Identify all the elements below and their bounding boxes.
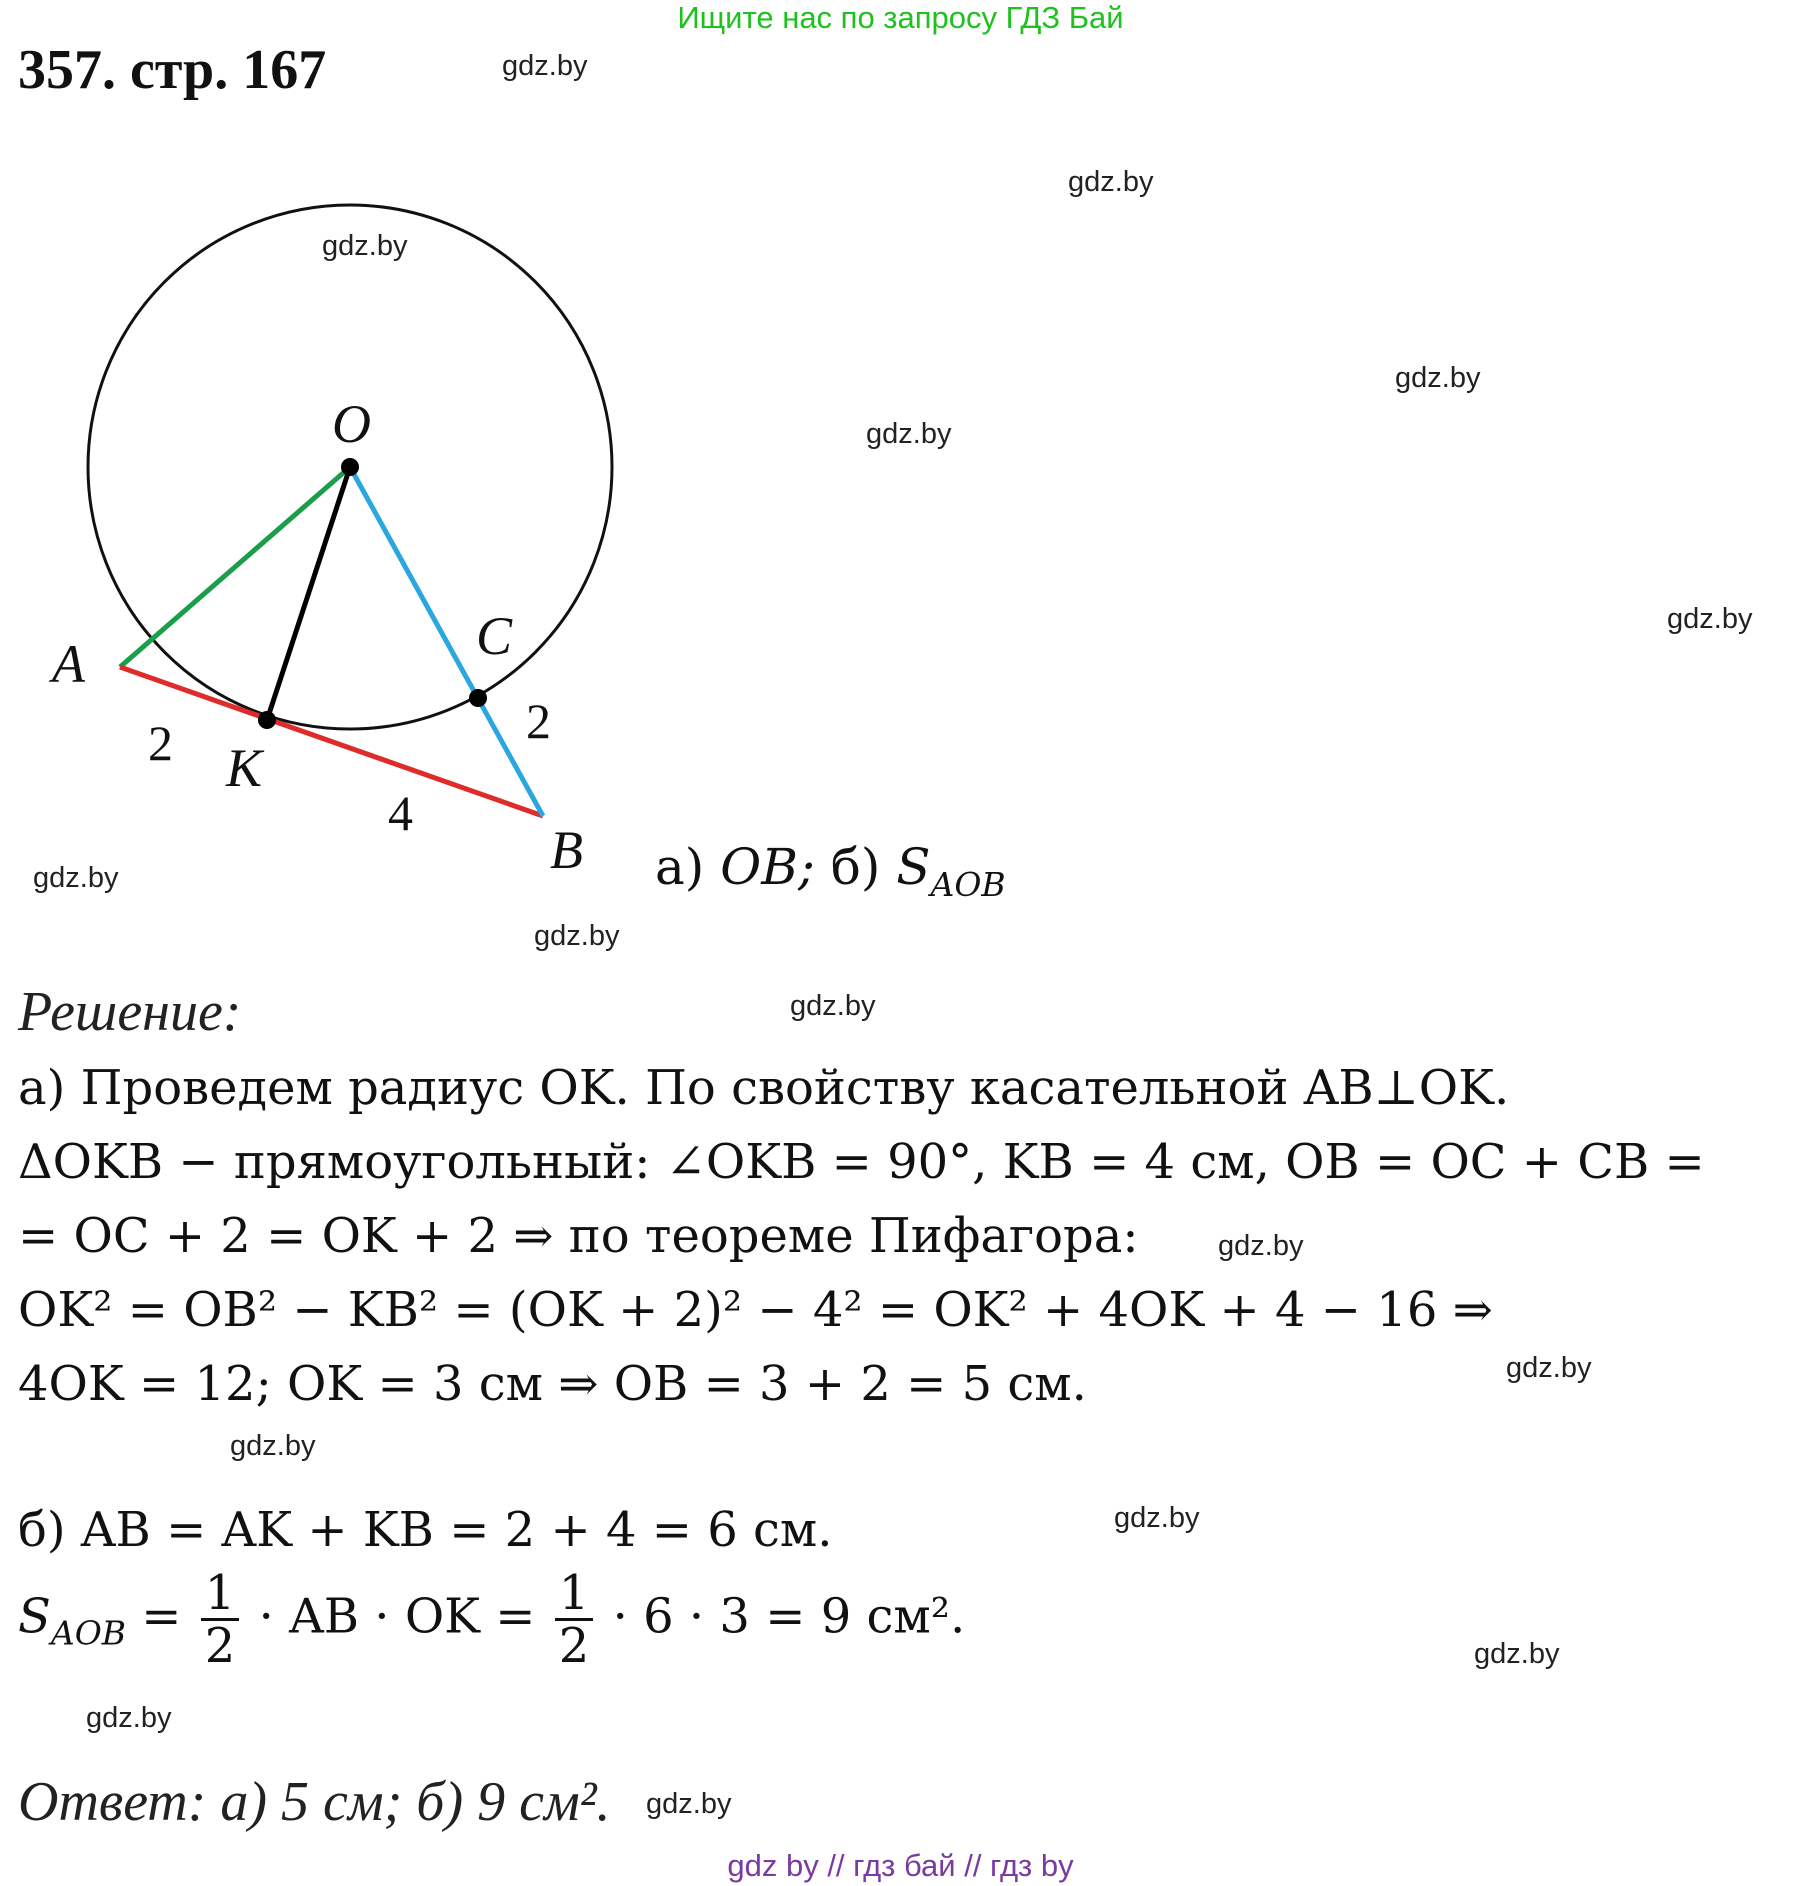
length-AK: 2 — [148, 715, 173, 771]
fraction-half — [201, 1565, 240, 1675]
watermark: gdz.by — [230, 1430, 316, 1462]
watermark: gdz.by — [1218, 1230, 1304, 1262]
fraction-denominator: 2 — [204, 1618, 236, 1675]
segment-OB — [350, 467, 543, 816]
watermark: gdz.by — [790, 990, 876, 1022]
length-KB: 4 — [388, 785, 413, 841]
label-A: A — [52, 634, 85, 694]
label-O: O — [332, 394, 371, 454]
answer: Ответ: а) 5 см; б) 9 см². — [18, 1771, 611, 1833]
length-CB: 2 — [526, 693, 551, 749]
area-subscript: AOB — [50, 1613, 127, 1653]
question — [655, 838, 1006, 904]
watermark: gdz.by — [1667, 603, 1753, 635]
label-B: B — [550, 820, 583, 880]
area-S: S — [18, 1588, 51, 1645]
watermark: gdz.by — [322, 230, 408, 262]
watermark: gdz.by — [1068, 166, 1154, 198]
question-a-prefix: а) — [655, 838, 705, 896]
area-eq: = — [141, 1588, 182, 1645]
solution-line-2: ΔOKB − прямоугольный: ∠OKB = 90°, KB = 4 см, OB = OC + CB = — [18, 1134, 1705, 1190]
fraction-half — [555, 1565, 594, 1675]
watermark: gdz.by — [1114, 1502, 1200, 1534]
footer-links: gdz by // гдз бай // гдз by — [727, 1848, 1074, 1883]
solution-heading: Решение: — [18, 981, 242, 1043]
watermark: gdz.by — [1474, 1638, 1560, 1670]
watermark: gdz.by — [1506, 1352, 1592, 1384]
point-O — [341, 458, 359, 476]
fraction-numerator: 1 — [555, 1568, 594, 1621]
area-formula — [18, 1565, 966, 1675]
question-b-subscript: AOB — [930, 865, 1006, 904]
label-C: C — [476, 606, 513, 666]
solution-line-3: = OC + 2 = OK + 2 ⇒ по теореме Пифагора: — [18, 1208, 1139, 1264]
watermark: gdz.by — [86, 1702, 172, 1734]
fraction-numerator: 1 — [201, 1568, 240, 1621]
solution-line-5: 4OK = 12; OK = 3 см ⇒ OB = 3 + 2 = 5 см. — [18, 1356, 1087, 1412]
watermark: gdz.by — [502, 50, 588, 82]
question-b-S: S — [896, 838, 931, 896]
watermark: gdz.by — [1395, 362, 1481, 394]
fraction-denominator: 2 — [558, 1618, 590, 1675]
area-middle: · AB · OK = — [258, 1588, 536, 1645]
question-b-prefix: б) — [830, 838, 881, 896]
solution-line-4: OK² = OB² − KB² = (OK + 2)² − 4² = OK² + 4OK + 4 − 16 ⇒ — [18, 1282, 1493, 1338]
solution-line-1: а) Проведем радиус OK. По свойству касательной AB⊥OK. — [18, 1060, 1510, 1116]
solution-line-6: б) AB = AK + KB = 2 + 4 = 6 см. — [18, 1502, 833, 1558]
point-C — [469, 689, 487, 707]
question-a-value: OB; — [720, 838, 815, 896]
point-K — [258, 711, 276, 729]
watermark: gdz.by — [646, 1788, 732, 1820]
area-result: · 6 · 3 = 9 см². — [612, 1588, 966, 1645]
geometry-figure — [30, 190, 650, 900]
watermark: gdz.by — [866, 418, 952, 450]
watermark: gdz.by — [33, 862, 119, 894]
top-banner: Ищите нас по запросу ГДЗ Бай — [677, 0, 1124, 35]
label-K: K — [226, 738, 263, 798]
watermark: gdz.by — [534, 920, 620, 952]
problem-title: 357. стр. 167 — [18, 39, 327, 101]
